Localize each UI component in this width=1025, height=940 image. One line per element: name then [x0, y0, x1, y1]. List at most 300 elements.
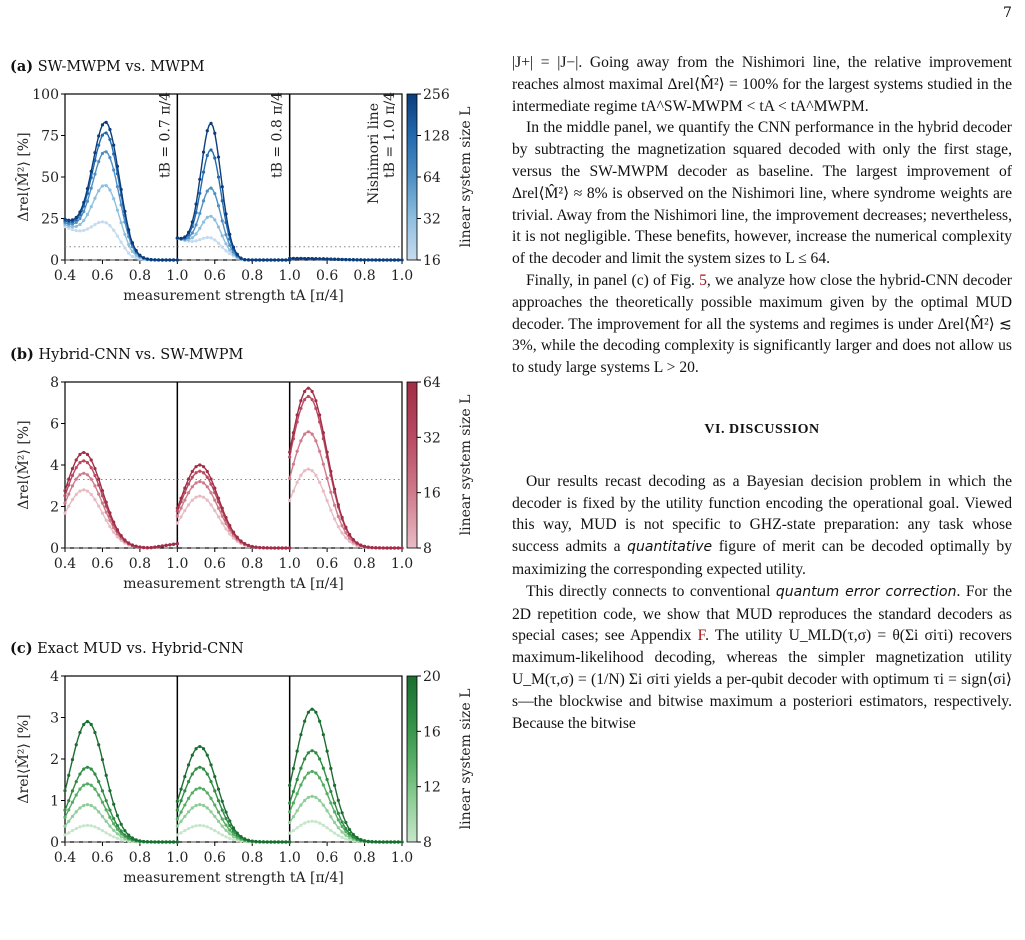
data-point — [108, 511, 111, 514]
x-tick-label: 0.6 — [315, 850, 339, 866]
x-tick-label: 1.0 — [166, 850, 189, 866]
data-point — [318, 720, 321, 723]
data-point — [206, 791, 209, 794]
data-point — [179, 831, 182, 834]
data-point — [183, 815, 186, 818]
data-point — [311, 390, 314, 393]
data-point — [337, 525, 340, 528]
x-tick-label: 0.4 — [53, 268, 77, 284]
data-point — [108, 138, 111, 141]
data-point — [340, 531, 343, 534]
data-point — [303, 398, 306, 401]
data-point — [183, 829, 186, 832]
data-point — [176, 510, 179, 513]
data-point — [322, 490, 325, 493]
y-axis-label: Δrel⟨M̂²⟩ [%] — [16, 714, 32, 804]
data-point — [359, 258, 362, 261]
data-point — [288, 450, 291, 453]
data-point — [337, 515, 340, 518]
data-point — [131, 836, 134, 839]
data-point — [340, 830, 343, 833]
x-tick-label: 0.8 — [353, 268, 376, 284]
data-point — [127, 243, 130, 246]
y-axis-label: Δrel⟨M̂²⟩ [%] — [16, 420, 32, 510]
data-point — [112, 835, 115, 838]
data-point — [303, 433, 306, 436]
data-point — [363, 258, 366, 261]
data-point — [176, 236, 179, 239]
x-tick-label: 0.6 — [315, 556, 339, 572]
data-point — [217, 497, 220, 500]
panel-a-title — [10, 58, 205, 75]
data-point — [75, 478, 78, 481]
data-point — [206, 189, 209, 192]
data-point — [254, 840, 257, 843]
data-point — [176, 522, 179, 525]
data-point — [213, 238, 216, 241]
data-point — [213, 829, 216, 832]
data-point — [232, 531, 235, 534]
data-point — [153, 840, 156, 843]
data-point — [217, 175, 220, 178]
data-point — [296, 450, 299, 453]
data-point — [202, 788, 205, 791]
data-point — [161, 840, 164, 843]
appendix-ref-link[interactable]: F — [697, 627, 706, 645]
panel-tag: (c) — [10, 640, 33, 657]
data-point — [307, 430, 310, 433]
data-point — [101, 789, 104, 792]
data-point — [232, 838, 235, 841]
data-point — [322, 463, 325, 466]
data-point — [168, 258, 171, 261]
data-point — [191, 231, 194, 234]
data-point — [90, 466, 93, 469]
data-point — [314, 796, 317, 799]
data-point — [355, 258, 358, 261]
data-point — [284, 258, 287, 261]
y-tick-label: 2 — [50, 499, 59, 516]
data-point — [266, 840, 269, 843]
data-point — [258, 840, 261, 843]
data-point — [123, 833, 126, 836]
data-point — [108, 128, 111, 131]
data-point — [71, 484, 74, 487]
data-point — [311, 795, 314, 798]
data-point — [97, 827, 100, 830]
data-point — [314, 751, 317, 754]
data-point — [239, 256, 242, 259]
data-point — [340, 516, 343, 519]
data-point — [209, 810, 212, 813]
data-point — [138, 839, 141, 842]
data-point — [258, 546, 261, 549]
data-point — [217, 820, 220, 823]
data-point — [198, 212, 201, 215]
data-point — [209, 236, 212, 239]
data-point — [213, 789, 216, 792]
data-point — [292, 490, 295, 493]
data-point — [179, 507, 182, 510]
data-point — [389, 258, 392, 261]
data-point — [337, 826, 340, 829]
data-point — [292, 463, 295, 466]
data-point — [78, 731, 81, 734]
data-point — [86, 720, 89, 723]
data-point — [179, 497, 182, 500]
data-point — [367, 258, 370, 261]
data-point — [90, 767, 93, 770]
data-point — [165, 840, 168, 843]
y-tick-label: 50 — [41, 170, 59, 186]
data-point — [82, 451, 85, 454]
data-point — [239, 539, 242, 542]
data-point — [266, 258, 269, 261]
data-point — [202, 471, 205, 474]
data-point — [228, 829, 231, 832]
data-point — [333, 504, 336, 507]
data-point — [176, 833, 179, 836]
data-point — [75, 827, 78, 830]
data-point — [101, 489, 104, 492]
data-point — [191, 476, 194, 479]
data-point — [142, 256, 145, 259]
data-point — [131, 250, 134, 253]
annotation-nishimori: Nishimori line — [366, 103, 382, 204]
data-point — [251, 545, 254, 548]
data-point — [206, 806, 209, 809]
data-point — [112, 803, 115, 806]
data-point — [135, 249, 138, 252]
data-point — [172, 543, 175, 546]
data-point — [221, 817, 224, 820]
data-point — [120, 829, 123, 832]
data-point — [299, 439, 302, 442]
colorbar-label: linear system size L — [458, 394, 474, 536]
x-tick-label: 0.4 — [53, 850, 77, 866]
data-point — [288, 455, 291, 458]
data-point — [131, 543, 134, 546]
data-point — [97, 493, 100, 496]
data-point — [374, 546, 377, 549]
data-point — [228, 837, 231, 840]
x-axis-label: measurement strength tA [π/4] — [123, 870, 344, 886]
data-point — [93, 484, 96, 487]
data-point — [221, 824, 224, 827]
data-point — [382, 258, 385, 261]
data-point — [348, 533, 351, 536]
data-point — [86, 213, 89, 216]
data-point — [135, 838, 138, 841]
data-point — [97, 189, 100, 192]
data-point — [67, 504, 70, 507]
y-tick-label: 3 — [50, 710, 59, 727]
data-point — [93, 173, 96, 176]
data-point — [221, 800, 224, 803]
paragraph-2: In the middle panel, we quantify the CNN performance in the hybrid decoder by subtracting the magnetization squared decoded with only the first stage, versus the SW-MWPM decoder as baseline. The largest improvement of Δrel⟨M̂²⟩ ≈ 8% is observed on the Nishimori line, where syndrome weights are trivial. Away from the Nishimori line, the improvement decreases; nevertheless, it is not negligible. These benefits, however, increase the numerical complexity of the decoder and limit the system sizes to L ≤ 64. — [512, 119, 1012, 268]
data-point — [224, 527, 227, 530]
data-point — [86, 782, 89, 785]
data-point — [318, 450, 321, 453]
panel-tag: (a) — [10, 58, 34, 75]
panel-a-chart — [0, 80, 490, 330]
data-point — [67, 493, 70, 496]
panel-title-text: SW-MWPM vs. MWPM — [37, 59, 205, 75]
data-point — [322, 824, 325, 827]
data-point — [146, 546, 149, 549]
data-point — [93, 772, 96, 775]
y-tick-label: 0 — [50, 541, 59, 557]
data-point — [337, 834, 340, 837]
data-point — [78, 473, 81, 476]
x-tick-label: 1.0 — [166, 268, 189, 284]
data-point — [105, 150, 108, 153]
x-tick-label: 0.6 — [91, 556, 114, 572]
data-point — [67, 799, 70, 802]
data-point — [191, 220, 194, 223]
data-point — [172, 258, 175, 261]
paragraph-4: Our results recast decoding as a Bayesian decision problem in which the decoder is fixed by the utility function encoding the operational goal. Viewed this way, MUD is not specific to GHZ-state preparation: any task whose success admits a quantitative figure of merit can be decoded optimally by maximizing the corresponding expected utility. — [512, 472, 1012, 578]
data-point — [273, 840, 276, 843]
colorbar-tick-label: 64 — [423, 170, 441, 186]
data-point — [198, 463, 201, 466]
data-point — [63, 816, 66, 819]
data-point — [329, 790, 332, 793]
plot-frame — [65, 676, 402, 842]
data-point — [93, 498, 96, 501]
data-point — [112, 197, 115, 200]
x-tick-label: 1.0 — [390, 850, 414, 866]
data-point — [187, 827, 190, 830]
data-point — [112, 143, 115, 146]
data-point — [277, 258, 280, 261]
data-point — [191, 470, 194, 473]
data-point — [108, 833, 111, 836]
data-point — [176, 258, 179, 261]
data-point — [296, 413, 299, 416]
y-tick-label: 4 — [50, 669, 59, 685]
data-point — [288, 801, 291, 804]
x-tick-label: 1.0 — [278, 268, 301, 284]
data-point — [322, 431, 325, 434]
data-point — [71, 474, 74, 477]
data-point — [329, 470, 332, 473]
colorbar-tick-label: 128 — [423, 128, 450, 145]
data-point — [217, 811, 220, 814]
data-point — [194, 496, 197, 499]
data-point — [202, 199, 205, 202]
data-point — [382, 546, 385, 549]
data-point — [82, 229, 85, 232]
data-point — [202, 804, 205, 807]
data-point — [63, 512, 66, 515]
data-point — [93, 223, 96, 226]
data-point — [288, 477, 291, 480]
data-point — [101, 152, 104, 155]
data-point — [400, 840, 403, 843]
data-point — [142, 546, 145, 549]
data-point — [326, 450, 329, 453]
x-tick-label: 1.0 — [278, 850, 301, 866]
data-point — [217, 799, 220, 802]
data-point — [284, 840, 287, 843]
data-point — [344, 827, 347, 830]
data-point — [385, 840, 388, 843]
data-point — [90, 478, 93, 481]
data-point — [90, 187, 93, 190]
data-point — [71, 498, 74, 501]
data-point — [101, 134, 104, 137]
data-point — [258, 258, 261, 261]
data-point — [333, 801, 336, 804]
data-point — [318, 757, 321, 760]
data-point — [116, 824, 119, 827]
x-tick-label: 0.6 — [91, 268, 114, 284]
data-point — [209, 763, 212, 766]
data-point — [292, 815, 295, 818]
data-point — [251, 258, 254, 261]
data-point — [209, 780, 212, 783]
data-point — [281, 840, 284, 843]
data-point — [120, 838, 123, 841]
data-point — [202, 220, 205, 223]
data-point — [224, 516, 227, 519]
data-point — [292, 431, 295, 434]
data-point — [202, 171, 205, 174]
data-point — [108, 188, 111, 191]
data-point — [142, 840, 145, 843]
data-point — [194, 767, 197, 770]
data-point — [322, 767, 325, 770]
colorbar — [407, 676, 417, 842]
data-point — [206, 754, 209, 757]
data-point — [228, 524, 231, 527]
data-point — [221, 185, 224, 188]
data-point — [299, 767, 302, 770]
data-point — [101, 815, 104, 818]
panel-b-chart — [0, 368, 490, 618]
data-point — [288, 821, 291, 824]
data-point — [90, 824, 93, 827]
data-point — [86, 227, 89, 230]
data-point — [277, 840, 280, 843]
data-point — [296, 826, 299, 829]
data-point — [393, 840, 396, 843]
data-point — [176, 840, 179, 843]
data-point — [183, 498, 186, 501]
data-point — [187, 491, 190, 494]
data-point — [370, 546, 373, 549]
data-point — [303, 757, 306, 760]
data-point — [191, 806, 194, 809]
data-point — [326, 792, 329, 795]
data-point — [78, 489, 81, 492]
data-point — [71, 789, 74, 792]
data-point — [63, 833, 66, 836]
data-point — [123, 829, 126, 832]
data-point — [292, 829, 295, 832]
data-point — [108, 816, 111, 819]
data-point — [105, 820, 108, 823]
data-point — [187, 797, 190, 800]
data-point — [101, 512, 104, 515]
data-point — [288, 832, 291, 835]
data-point — [314, 711, 317, 714]
data-point — [71, 467, 74, 470]
data-point — [194, 481, 197, 484]
figure — [0, 0, 490, 940]
data-point — [191, 240, 194, 243]
data-point — [78, 806, 81, 809]
data-point — [168, 543, 171, 546]
data-point — [112, 229, 115, 232]
data-point — [247, 544, 250, 547]
data-point — [288, 810, 291, 813]
data-point — [311, 398, 314, 401]
data-point — [97, 134, 100, 137]
data-point — [370, 840, 373, 843]
data-point — [397, 258, 400, 261]
series-line — [177, 496, 289, 548]
data-point — [232, 826, 235, 829]
data-point — [67, 820, 70, 823]
data-point — [288, 546, 291, 549]
data-point — [78, 825, 81, 828]
data-point — [213, 132, 216, 135]
data-point — [344, 821, 347, 824]
data-point — [299, 733, 302, 736]
data-point — [82, 201, 85, 204]
colorbar-tick-label: 8 — [423, 835, 432, 851]
data-point — [303, 720, 306, 723]
data-point — [105, 799, 108, 802]
colorbar-tick-label: 16 — [423, 485, 441, 502]
colorbar — [407, 94, 417, 260]
data-point — [333, 488, 336, 491]
data-point — [393, 546, 396, 549]
data-point — [206, 772, 209, 775]
data-point — [101, 801, 104, 804]
page-number: 7 — [1003, 5, 1012, 21]
data-point — [277, 546, 280, 549]
data-point — [385, 258, 388, 261]
data-point — [209, 148, 212, 151]
data-point — [209, 122, 212, 125]
data-point — [213, 192, 216, 195]
data-point — [194, 804, 197, 807]
data-point — [161, 544, 164, 547]
data-point — [75, 780, 78, 783]
data-point — [217, 155, 220, 158]
data-point — [303, 822, 306, 825]
data-point — [71, 829, 74, 832]
section-heading: VI. DISCUSSION — [704, 421, 820, 437]
data-point — [86, 803, 89, 806]
data-point — [326, 257, 329, 260]
x-tick-label: 0.6 — [203, 850, 226, 866]
data-point — [93, 474, 96, 477]
data-point — [86, 453, 89, 456]
x-tick-label: 0.6 — [91, 850, 114, 866]
data-point — [355, 541, 358, 544]
data-point — [224, 242, 227, 245]
data-point — [224, 829, 227, 832]
figure-ref-link[interactable]: 5 — [699, 271, 707, 289]
data-point — [86, 824, 89, 827]
data-point — [97, 221, 100, 224]
data-point — [93, 731, 96, 734]
data-point — [355, 836, 358, 839]
